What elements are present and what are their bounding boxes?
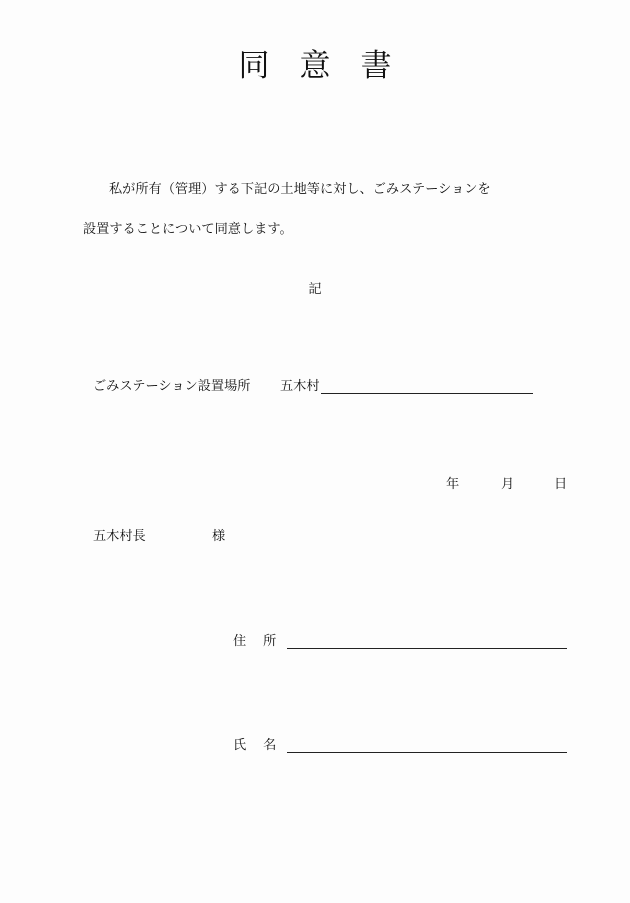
address-label: 住所 — [233, 634, 294, 649]
addressee-honorific: 様 — [212, 529, 226, 544]
document-title: 同意書 — [238, 48, 422, 84]
consent-text-line-2: 設置することについて同意します。 — [83, 222, 293, 237]
name-input-line[interactable] — [287, 752, 567, 753]
address-input-line[interactable] — [287, 648, 567, 649]
name-label: 氏名 — [233, 738, 294, 753]
date-day-label: 日 — [554, 477, 568, 492]
location-village: 五木村 — [280, 379, 320, 394]
location-label: ごみステーション設置場所 — [93, 379, 251, 394]
addressee-name: 五木村長 — [93, 529, 146, 544]
consent-text-line-1: 私が所有（管理）する下記の土地等に対し、ごみステーションを — [109, 182, 491, 197]
date-year-label: 年 — [446, 477, 460, 492]
date-month-label: 月 — [501, 477, 515, 492]
location-input-line[interactable] — [321, 393, 533, 394]
ki-heading: 記 — [308, 282, 322, 297]
